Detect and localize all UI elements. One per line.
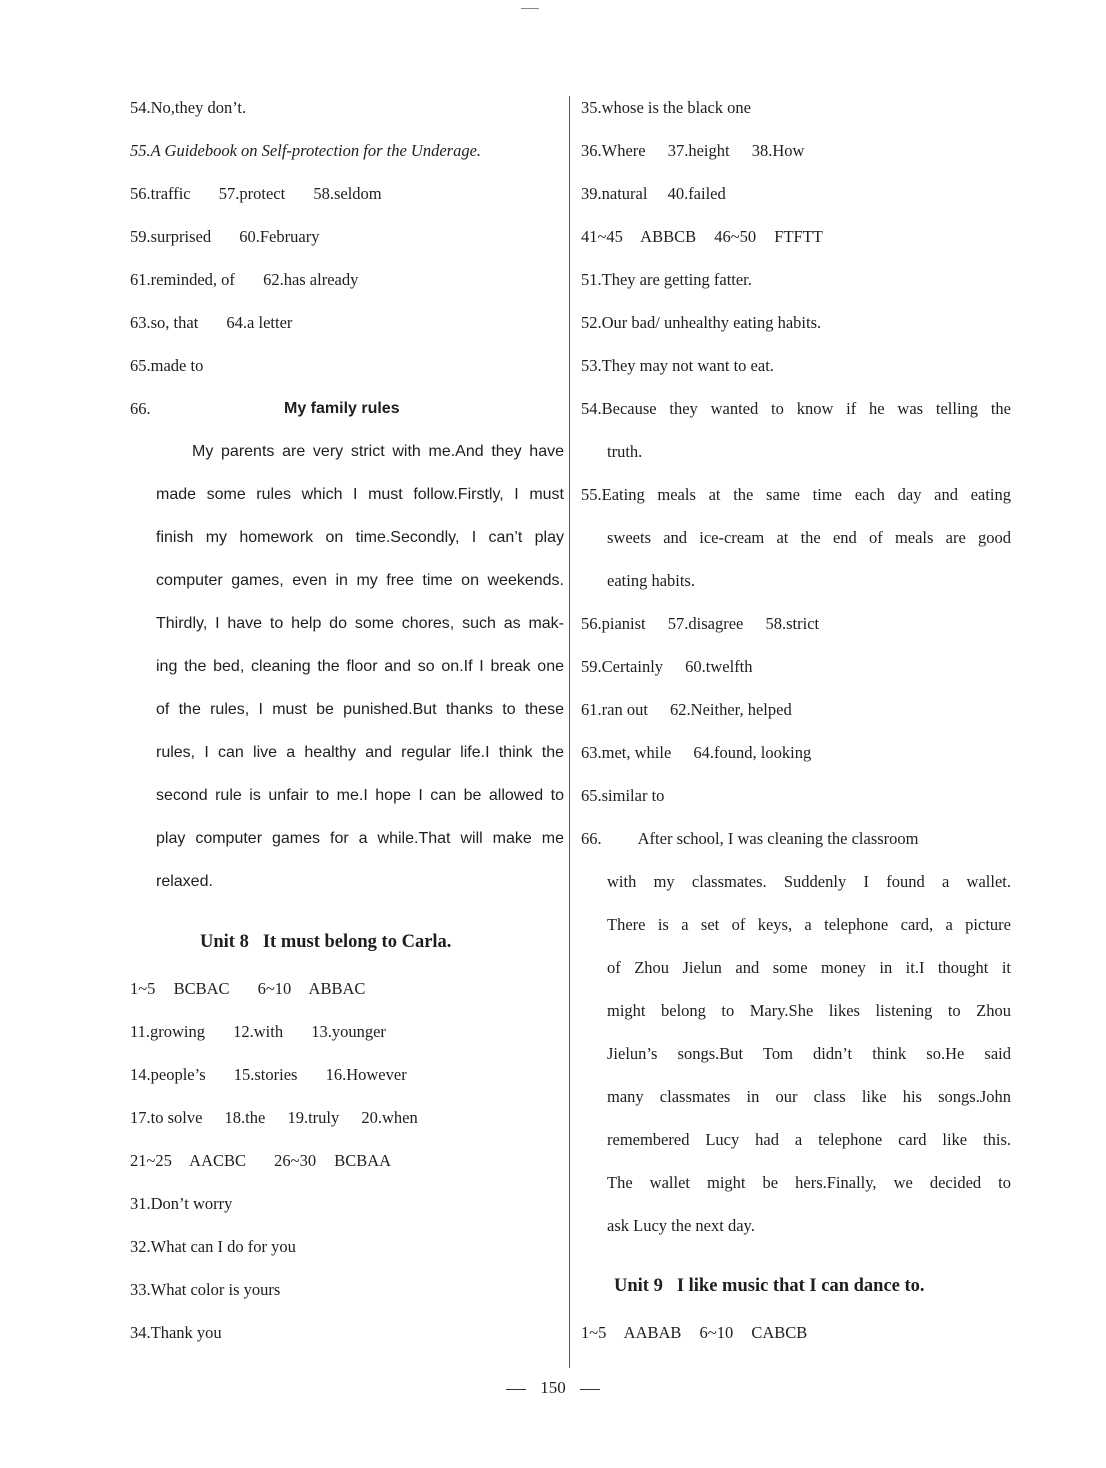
essay-line: might belong to Mary.She likes listening to Zhou	[607, 1001, 1011, 1020]
essay-line: made some rules which I must follow.Firstly, I must	[156, 486, 564, 503]
page-number-text: 150	[540, 1378, 566, 1397]
answer-line: 51.They are getting fatter.	[581, 270, 752, 289]
answer-item: AABAB	[623, 1323, 682, 1342]
answer-item: 56.traffic	[130, 184, 191, 203]
essay-line: of the rules, I must be punished.But thanks to these	[156, 701, 564, 718]
answer-item: 20.when	[361, 1108, 418, 1127]
answer-item: 40.failed	[667, 184, 726, 203]
essay-line: My parents are very strict with me.And they have	[192, 443, 564, 460]
essay-line: After school, I was cleaning the classroom	[637, 829, 919, 848]
answer-line: 52.Our bad/ unhealthy eating habits.	[581, 313, 822, 332]
answer-item: 56.pianist	[581, 614, 646, 633]
essay-title: My family rules	[284, 400, 400, 417]
answer-line: 65.similar to	[581, 786, 665, 805]
answer-line: 31.Don’t worry	[130, 1194, 233, 1213]
answer-item: 58.seldom	[313, 184, 382, 203]
answer-item: 41~45	[581, 227, 623, 246]
left-column	[130, 86, 564, 1354]
answer-item: 19.truly	[287, 1108, 340, 1127]
answer-item: 14.people’s	[130, 1065, 206, 1084]
answer-item: 39.natural	[581, 184, 648, 203]
answer-line	[130, 215, 564, 258]
answer-item: 38.How	[751, 141, 805, 160]
essay-line: many classmates in our class like his songs.John	[607, 1087, 1011, 1106]
unit-title: It must belong to Carla.	[262, 932, 452, 952]
answer-line	[581, 688, 1011, 731]
answer-line: 53.They may not want to eat.	[581, 356, 774, 375]
answer-item: BCBAA	[334, 1151, 392, 1170]
answer-line	[130, 1053, 564, 1096]
essay-line: ing the bed, cleaning the floor and so on.If I break one	[156, 658, 564, 675]
answer-line	[130, 967, 564, 1010]
answer-item: 46~50	[714, 227, 757, 246]
answer-item: 6~10	[257, 979, 292, 998]
answer-item: 12.with	[233, 1022, 284, 1041]
answer-item: 17.to solve	[130, 1108, 203, 1127]
answer-item: 59.surprised	[130, 227, 212, 246]
unit-number: Unit 9	[614, 1276, 663, 1296]
essay-heading-line	[581, 817, 1011, 860]
answer-line: 54.Because they wanted to know if he was telling the	[581, 399, 1011, 418]
answer-item: 16.However	[325, 1065, 407, 1084]
answer-item: 15.stories	[233, 1065, 298, 1084]
answer-item: 36.Where	[581, 141, 646, 160]
answer-line: 34.Thank you	[130, 1323, 222, 1342]
answer-item: 1~5	[130, 979, 156, 998]
essay-heading-line	[130, 387, 564, 430]
answer-item: 60.February	[239, 227, 320, 246]
essay-line: rules, I can live a healthy and regular life.I think the	[156, 744, 564, 761]
answer-item: 6~10	[699, 1323, 734, 1342]
answer-item: 21~25	[130, 1151, 172, 1170]
answer-line: 55.A Guidebook on Self-protection for the Underage.	[130, 141, 482, 160]
right-column	[581, 86, 1011, 1354]
question-number: 66.	[130, 399, 151, 418]
answer-line	[130, 172, 564, 215]
essay-line: Jielun’s songs.But Tom didn’t think so.He said	[607, 1044, 1011, 1063]
answer-item: 57.disagree	[667, 614, 744, 633]
answer-line	[581, 731, 1011, 774]
answer-line	[581, 645, 1011, 688]
answer-item: 64.a letter	[226, 313, 293, 332]
answer-line	[130, 1010, 564, 1053]
essay-line: second rule is unfair to me.I hope I can be allowed to	[156, 787, 564, 804]
answer-line	[130, 301, 564, 344]
answer-item: AACBC	[189, 1151, 247, 1170]
answer-line	[581, 602, 1011, 645]
answer-item: 11.growing	[130, 1022, 206, 1041]
unit-title: I like music that I can dance to.	[676, 1276, 925, 1296]
answer-item: FTFTT	[774, 227, 823, 246]
answer-line: 35.whose is the black one	[581, 98, 752, 117]
answer-item: ABBAC	[308, 979, 366, 998]
answer-line	[130, 1139, 564, 1182]
answer-line	[130, 258, 564, 301]
answer-item: 62.has already	[263, 270, 359, 289]
answer-line	[581, 215, 1011, 258]
essay-line: remembered Lucy had a telephone card like this.	[607, 1130, 1011, 1149]
answer-item: ABBCB	[640, 227, 697, 246]
answer-item: 13.younger	[311, 1022, 386, 1041]
answer-line	[581, 129, 1011, 172]
answer-line: 54.No,they don’t.	[130, 98, 247, 117]
essay-line: with my classmates. Suddenly I found a wallet.	[607, 872, 1011, 891]
unit-number: Unit 8	[200, 932, 249, 952]
essay-line: play computer games for a while.That will make me	[156, 830, 564, 847]
essay-line: There is a set of keys, a telephone card, a picture	[607, 915, 1011, 934]
answer-item: BCBAC	[173, 979, 230, 998]
answer-item: 60.twelfth	[685, 657, 753, 676]
answer-item: 61.ran out	[581, 700, 648, 719]
answer-item: 58.strict	[765, 614, 820, 633]
answer-line: 65.made to	[130, 356, 204, 375]
answer-item: 1~5	[581, 1323, 607, 1342]
answer-line	[581, 172, 1011, 215]
answer-line: sweets and ice-cream at the end of meals are good	[607, 528, 1011, 547]
essay-line: The wallet might be hers.Finally, we decided to	[607, 1173, 1011, 1192]
answer-item: 37.height	[667, 141, 730, 160]
answer-item: 63.so, that	[130, 313, 199, 332]
essay-line: Thirdly, I have to help do some chores, such as mak-	[156, 615, 564, 632]
answer-line: 32.What can I do for you	[130, 1237, 296, 1256]
answer-item: 59.Certainly	[581, 657, 664, 676]
answer-item: 26~30	[274, 1151, 317, 1170]
answer-item: 64.found, looking	[693, 743, 812, 762]
question-number: 66.	[581, 829, 602, 848]
answer-item: 62.Neither, helped	[670, 700, 792, 719]
page-number	[0, 1378, 1106, 1398]
answer-line	[581, 1311, 1011, 1354]
answer-line: truth.	[607, 442, 643, 461]
answer-line	[130, 1096, 564, 1139]
answer-line: 55.Eating meals at the same time each day and eating	[581, 485, 1011, 504]
answer-item: CABCB	[751, 1323, 808, 1342]
answer-item: 61.reminded, of	[130, 270, 235, 289]
answer-line: eating habits.	[607, 571, 695, 590]
unit-8-heading	[130, 917, 564, 967]
essay-line: computer games, even in my free time on weekends.	[156, 572, 564, 589]
top-dash	[521, 8, 539, 9]
essay-line: finish my homework on time.Secondly, I can’t play	[156, 529, 564, 546]
essay-line: relaxed.	[156, 873, 213, 890]
answer-item: 63.met, while	[581, 743, 672, 762]
answer-line: 33.What color is yours	[130, 1280, 281, 1299]
unit-9-heading	[581, 1261, 1011, 1311]
answer-item: 57.protect	[218, 184, 286, 203]
essay-line: of Zhou Jielun and some money in it.I thought it	[607, 958, 1011, 977]
column-divider	[569, 96, 570, 1368]
essay-line: ask Lucy the next day.	[607, 1216, 755, 1235]
answer-item: 18.the	[224, 1108, 266, 1127]
